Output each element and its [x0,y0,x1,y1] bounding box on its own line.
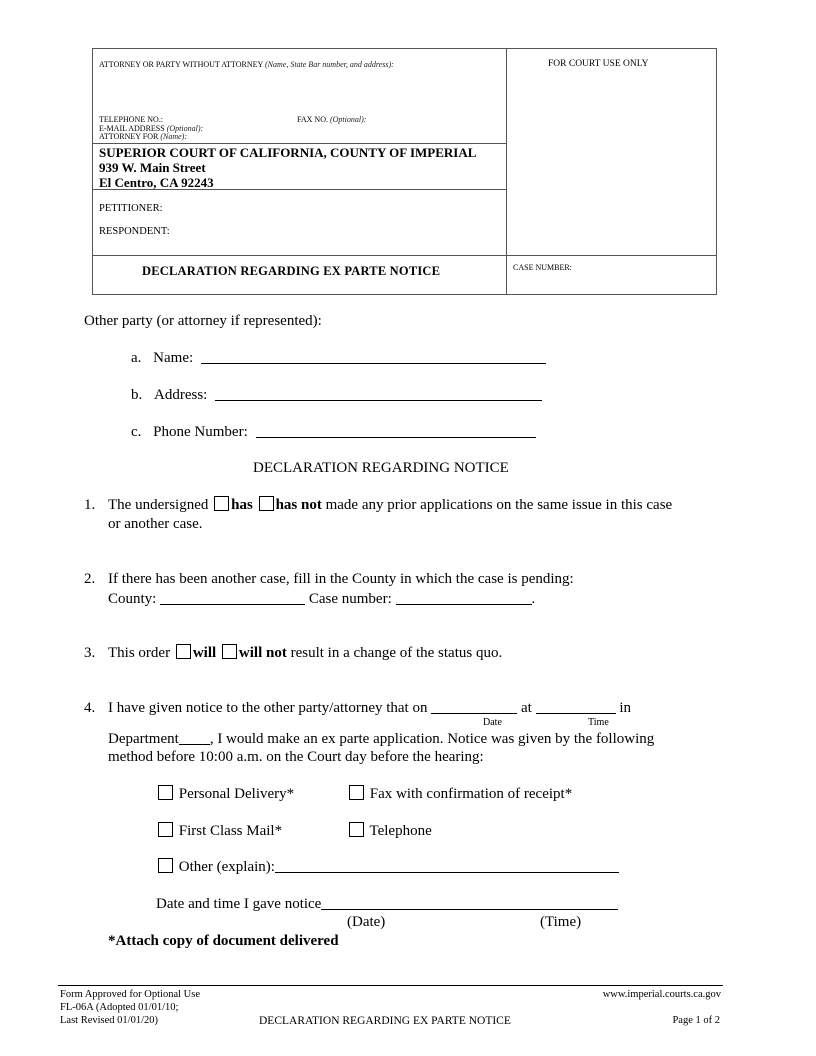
address-input-line[interactable] [215,386,542,401]
item4-line3: method before 10:00 a.m. on the Court day before the hearing: [108,749,484,765]
will-label: will [192,645,217,661]
attorney-for-label: ATTORNEY FOR [99,132,159,141]
in-label: in [619,700,631,716]
item-marker: b. [131,387,143,403]
fax-label: FAX NO. [297,115,328,124]
fax-hint: (Optional): [329,115,367,124]
county-input-line[interactable] [160,590,305,605]
court-street: 939 W. Main Street [99,160,206,175]
item-marker: a. [131,350,142,366]
attorney-field[interactable] [99,60,394,69]
item-number: 3. [84,645,96,661]
case-number-field-label: Case number: [308,591,392,607]
gave-notice-row [156,895,618,913]
department-label: Department [108,731,179,747]
name-label: Name: [153,350,194,366]
date-paren-caption: (Date) [347,914,386,930]
court-name: SUPERIOR COURT OF CALIFORNIA, COUNTY OF IMPERIAL [99,145,477,160]
item3-prefix: This order [108,645,171,661]
item2-line1: If there has been another case, fill in the County in which the case is pending: [108,571,574,587]
will-not-label: will not [238,645,287,661]
fax-option[interactable] [347,785,572,803]
item-marker: c. [131,424,142,440]
telephone-option-label: Telephone [369,823,432,839]
notice-date-input-line[interactable] [431,699,517,714]
court-city: El Centro, CA 92243 [99,175,214,190]
attorney-for-field[interactable] [99,132,187,141]
item1-prefix: The undersigned [108,497,209,513]
other-option-label: Other (explain): [178,859,275,875]
item-number: 4. [84,700,96,716]
fax-option-label: Fax with confirmation of receipt* [369,786,573,802]
phone-input-line[interactable] [256,423,536,438]
item1-line2: or another case. [108,516,203,532]
court-use-label: FOR COURT USE ONLY [548,59,649,69]
item3-suffix: result in a change of the status quo. [290,645,503,661]
first-class-mail-checkbox[interactable] [158,822,173,837]
personal-delivery-option[interactable] [156,785,294,803]
form-title: DECLARATION REGARDING EX PARTE NOTICE [142,264,441,278]
other-option[interactable] [156,858,619,876]
first-class-mail-label: First Class Mail* [178,823,283,839]
date-caption: Date [483,717,502,728]
caption-box [92,48,717,295]
petitioner-label[interactable]: PETITIONER: [99,203,163,214]
gave-notice-label: Date and time I gave notice [156,896,322,912]
has-not-checkbox[interactable] [259,496,274,511]
item2-end: . [531,591,536,607]
attorney-for-hint: (Name): [160,132,187,141]
item4-prefix: I have given notice to the other party/attorney that on [108,700,428,716]
item-number: 2. [84,571,96,587]
caption-rule [93,255,716,256]
footer-page-number: Page 1 of 2 [672,1015,720,1026]
email-label: E-MAIL ADDRESS [99,124,165,133]
footer-rule [58,985,723,986]
telephone-label[interactable]: TELEPHONE NO.: [99,115,163,124]
other-party-heading: Other party (or attorney if represented): [84,313,322,329]
at-label: at [520,700,532,716]
caption-rule [93,143,506,144]
item4-line2-rest: , I would make an ex parte application. Notice was given by the following [209,731,655,747]
time-paren-caption: (Time) [540,914,582,930]
first-class-mail-option[interactable] [156,822,282,840]
item1-suffix: made any prior applications on the same issue in this case [325,497,673,513]
email-hint: (Optional): [166,124,204,133]
footer-approved: Form Approved for Optional Use [60,989,200,1000]
case-number-input-line[interactable] [396,590,532,605]
footer-title: DECLARATION REGARDING EX PARTE NOTICE [259,1015,511,1027]
item4-line1 [108,699,631,717]
county-label: County: [108,591,157,607]
has-not-label: has not [275,497,322,513]
footer-website[interactable]: www.imperial.courts.ca.gov [602,989,721,1000]
item4-line2 [108,730,654,748]
phone-label: Phone Number: [153,424,248,440]
fax-field[interactable] [297,115,366,124]
other-party-name-row [131,349,546,367]
respondent-label[interactable]: RESPONDENT: [99,226,170,237]
caption-divider [506,49,507,294]
item3-line [108,644,502,662]
will-not-checkbox[interactable] [222,644,237,659]
attorney-label: ATTORNEY OR PARTY WITHOUT ATTORNEY [99,60,263,69]
other-explain-input-line[interactable] [275,858,619,873]
has-label: has [231,497,253,513]
other-party-phone-row [131,423,536,441]
personal-delivery-checkbox[interactable] [158,785,173,800]
item1-line1 [108,496,672,514]
section-title: DECLARATION REGARDING NOTICE [253,460,509,476]
attach-note: *Attach copy of document delivered [108,933,339,949]
telephone-option[interactable] [347,822,432,840]
name-input-line[interactable] [201,349,546,364]
department-input-line[interactable] [179,730,210,745]
has-checkbox[interactable] [214,496,229,511]
other-checkbox[interactable] [158,858,173,873]
attorney-hint: (Name, State Bar number, and address): [264,60,394,69]
telephone-checkbox[interactable] [349,822,364,837]
item-number: 1. [84,497,96,513]
item2-line2 [108,590,535,608]
other-party-address-row [131,386,542,404]
fax-checkbox[interactable] [349,785,364,800]
case-number-label[interactable]: CASE NUMBER: [513,263,572,272]
time-caption: Time [588,717,609,728]
notice-time-input-line[interactable] [536,699,616,714]
footer-form-id: FL-06A (Adopted 01/01/10; [60,1002,179,1013]
will-checkbox[interactable] [176,644,191,659]
footer-revised: Last Revised 01/01/20) [60,1015,158,1026]
address-label: Address: [154,387,208,403]
personal-delivery-label: Personal Delivery* [178,786,295,802]
gave-notice-input-line[interactable] [321,895,618,910]
